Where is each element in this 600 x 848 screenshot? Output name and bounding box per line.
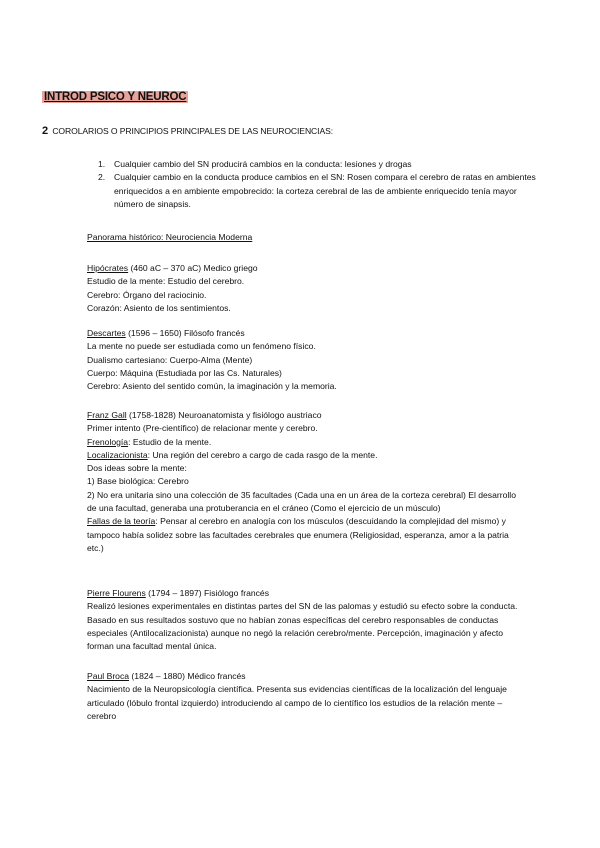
flourens-section [87,587,527,653]
frenologia-def: : Estudio de la mente. [128,436,212,447]
subtitle-number: 2 [42,125,49,137]
hipocrates-meta: (460 aC – 370 aC) Medico griego [128,263,258,273]
descartes-line: Dualismo cartesiano: Cuerpo-Alma (Mente) [87,354,253,365]
list-number: 2. [98,172,106,183]
ideas-heading: Dos ideas sobre la mente: [87,463,187,474]
list-item [98,171,538,211]
gall-name: Franz Gall [87,410,127,420]
descartes-name: Descartes [87,328,126,338]
broca-meta: (1824 – 1880) Médico francés [129,671,246,681]
idea-1: 1) Base biológica: Cerebro [87,476,189,487]
panorama-heading: Panorama histórico: Neurociencia Moderna [87,232,253,242]
descartes-line: Cerebro: Asiento del sentido común, la imaginación y la memoria. [87,381,337,392]
descartes-meta: (1596 – 1650) Filósofo francés [125,328,245,338]
flourens-name: Pierre Flourens [87,588,146,598]
document-title: INTROD PSICO Y NEUROC [44,91,187,103]
flourens-text: Realizó lesiones experimentales en distintas partes del SN de las palomas y estudió su efecto sobre la conducta. Basado en sus resultados sostuvo que no habían zonas específicas del cerebro responsables de conductas especiales (Antilocalizacionista) aunque no negó la relación cerebro/mente. Percepción, imaginación y afecto forman una facultad mental única. [87,601,518,652]
hipocrates-line: Estudio de la mente: Estudio del cerebro. [87,276,245,287]
descartes-line: Cuerpo: Máquina (Estudiada por las Cs. Naturales) [87,367,282,378]
gall-meta: (1758-1828) Neuroanatomista y fisiólogo austriaco [126,410,322,420]
flourens-meta: (1794 – 1897) Fisiólogo francés [145,588,269,598]
list-text: Cualquier cambio en la conducta produce cambios en el SN: Rosen compara el cerebro de ratas en ambientes enriquecidos a en ambiente empobrecido: la corteza cerebral de las de ambiente enriquecido tenía mayor número de sinapsis. [114,172,536,210]
subtitle-text: COROLARIOS O PRINCIPIOS PRINCIPALES DE LAS NEUROCIENCIAS: [52,126,333,136]
idea-2: 2) No era unitaria sino una colección de 35 facultades (Cada una en un área de la corteza cerebral) El desarrollo de una facultad, generaba una protuberancia en el cráneo (Como el ejercicio de un músculo) [87,489,516,514]
localizacionista-term: Localizacionista [87,449,148,460]
descartes-section [87,327,527,393]
gall-intro: Primer intento (Pre-científico) de relacionar mente y cerebro. [87,423,318,434]
hipocrates-section [87,262,527,315]
list-item [98,158,538,171]
broca-section [87,670,527,723]
fallas-term: Fallas de la teoría [87,516,156,527]
hipocrates-line: Cerebro: Órgano del raciocinio. [87,289,207,300]
gall-section [87,409,527,555]
list-text: Cualquier cambio del SN producirá cambios en la conducta: lesiones y drogas [114,159,412,169]
fallas-def: : Pensar al cerebro en analogía con los músculos (descuidando la complejidad del mismo) y tampoco había solidez sobre las facultades cerebrales que enumera (Religiosidad, esperanza, amor a la patria etc.) [87,516,509,553]
list-number: 1. [98,159,106,169]
broca-text: Nacimiento de la Neuropsicología científica. Presenta sus evidencias científicas de la localización del lenguaje articulado (lóbulo frontal izquierdo) introduciendo al campo de lo científico los estudios de la relación mente – cerebro [87,684,507,721]
broca-name: Paul Broca [87,671,130,681]
section-subtitle [42,125,333,137]
frenologia-term: Frenología [87,436,129,447]
hipocrates-name: Hipócrates [87,263,129,273]
principles-list [98,158,538,212]
descartes-line: La mente no puede ser estudiada como un fenómeno físico. [87,341,316,352]
hipocrates-line: Corazón: Asiento de los sentimientos. [87,302,231,313]
localizacionista-def: : Una región del cerebro a cargo de cada rasgo de la mente. [147,449,378,460]
